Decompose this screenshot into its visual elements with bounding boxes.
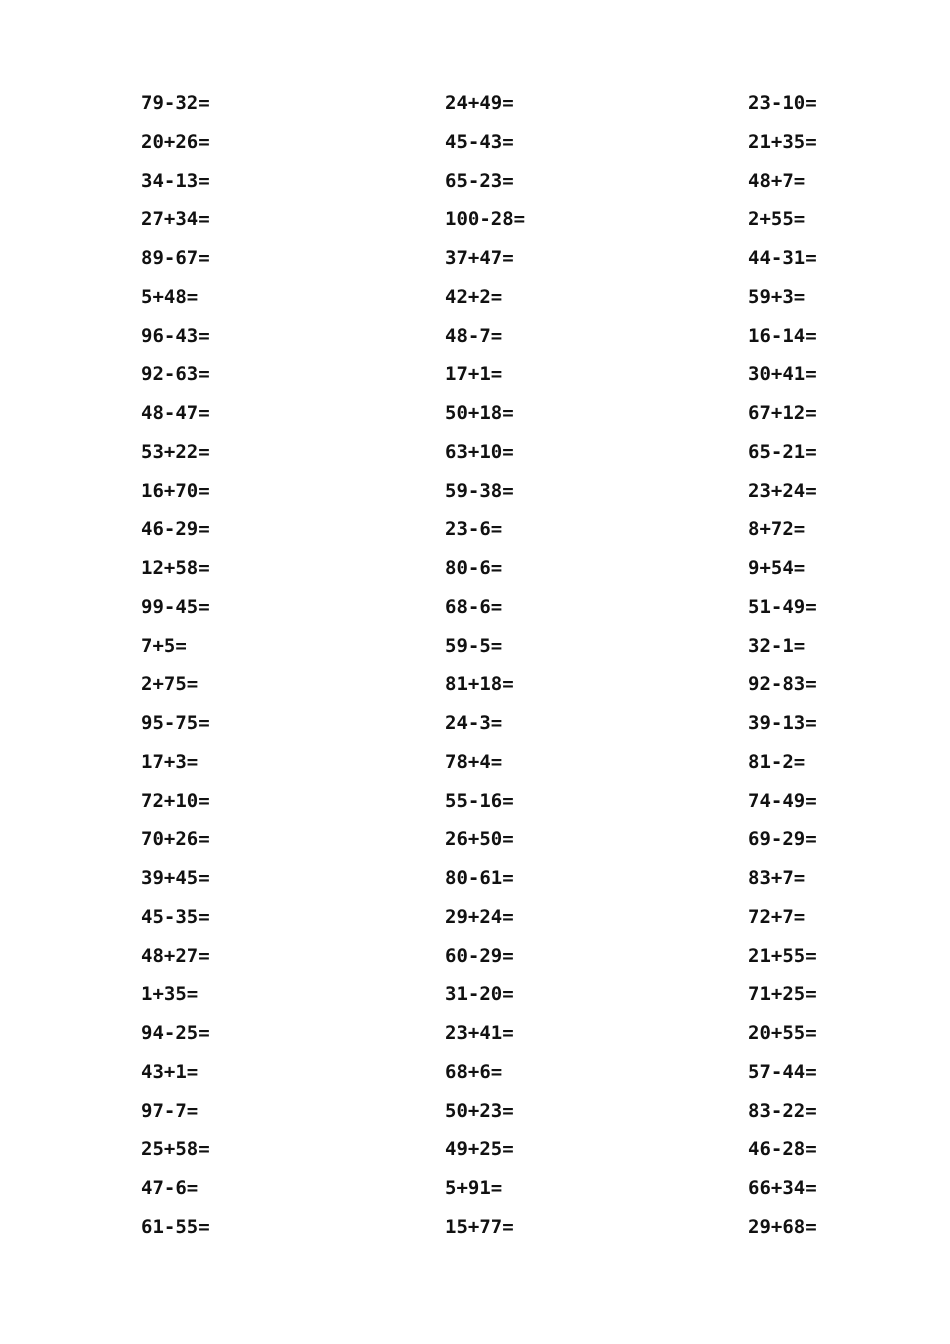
problem-row: [0, 627, 950, 666]
problem-row: [0, 1169, 950, 1208]
problem-middle: 68+6=: [445, 1060, 503, 1083]
problem-row: [0, 1014, 950, 1053]
problem-right: 39-13=: [748, 712, 817, 734]
problem-row: [0, 123, 950, 162]
problem-row: [0, 975, 950, 1014]
problem-row: [0, 859, 950, 898]
problem-left: 61-55=: [141, 1215, 210, 1238]
problem-right: 67+12=: [748, 402, 817, 424]
problem-middle: 17+1=: [445, 363, 503, 386]
problem-middle: 48-7=: [445, 324, 503, 347]
problem-row: [0, 549, 950, 588]
problem-row: [0, 782, 950, 821]
problem-middle: 63+10=: [445, 440, 514, 463]
problem-row: [0, 239, 950, 278]
problem-right: 9+54=: [748, 557, 806, 579]
problem-middle: 80-6=: [445, 557, 503, 579]
problem-left: 72+10=: [141, 789, 210, 812]
problem-middle: 23-6=: [445, 518, 503, 541]
problem-left: 1+35=: [141, 983, 199, 1006]
problem-right: 20+55=: [748, 1022, 817, 1044]
problem-right: 71+25=: [748, 983, 817, 1006]
problem-right: 57-44=: [748, 1060, 817, 1083]
problem-row: [0, 472, 950, 511]
problem-right: 83-22=: [748, 1099, 817, 1122]
problem-right: 81-2=: [748, 750, 806, 773]
problem-right: 32-1=: [748, 634, 806, 657]
problem-row: [0, 743, 950, 782]
problem-left: 7+5=: [141, 634, 187, 657]
problem-left: 12+58=: [141, 557, 210, 579]
problem-right: 23-10=: [748, 92, 817, 114]
problem-right: 2+55=: [748, 208, 806, 231]
problem-middle: 5+91=: [445, 1177, 503, 1199]
problem-middle: 24+49=: [445, 92, 514, 114]
problem-left: 48+27=: [141, 944, 210, 967]
problem-right: 74-49=: [748, 789, 817, 812]
problem-middle: 100-28=: [445, 208, 526, 231]
problem-row: [0, 937, 950, 976]
problem-left: 39+45=: [141, 867, 210, 889]
problem-row: [0, 84, 950, 123]
problem-middle: 49+25=: [445, 1138, 514, 1161]
problem-right: 69-29=: [748, 828, 817, 851]
problem-left: 46-29=: [141, 518, 210, 541]
problem-row: [0, 588, 950, 627]
problem-left: 53+22=: [141, 440, 210, 463]
problem-left: 2+75=: [141, 673, 199, 696]
problem-left: 92-63=: [141, 363, 210, 386]
problem-row: [0, 665, 950, 704]
problem-middle: 59-5=: [445, 634, 503, 657]
problem-middle: 50+18=: [445, 402, 514, 424]
problem-left: 48-47=: [141, 402, 210, 424]
problem-row: [0, 1053, 950, 1092]
problem-left: 43+1=: [141, 1060, 199, 1083]
problem-left: 94-25=: [141, 1022, 210, 1044]
arithmetic-worksheet: [0, 84, 950, 1247]
problem-row: [0, 162, 950, 201]
problem-middle: 45-43=: [445, 130, 514, 153]
problem-left: 97-7=: [141, 1099, 199, 1122]
problem-row: [0, 355, 950, 394]
problem-right: 29+68=: [748, 1215, 817, 1238]
problem-row: [0, 510, 950, 549]
problem-left: 27+34=: [141, 208, 210, 231]
problem-middle: 50+23=: [445, 1099, 514, 1122]
problem-middle: 15+77=: [445, 1215, 514, 1238]
problem-middle: 55-16=: [445, 789, 514, 812]
problem-right: 46-28=: [748, 1138, 817, 1161]
problem-left: 16+70=: [141, 479, 210, 502]
problem-right: 72+7=: [748, 905, 806, 928]
problem-right: 66+34=: [748, 1177, 817, 1199]
problem-middle: 42+2=: [445, 285, 503, 308]
problem-row: [0, 1092, 950, 1131]
problem-row: [0, 1208, 950, 1247]
problem-left: 5+48=: [141, 285, 199, 308]
problem-middle: 78+4=: [445, 750, 503, 773]
problem-right: 21+55=: [748, 944, 817, 967]
problem-left: 79-32=: [141, 92, 210, 114]
problem-right: 65-21=: [748, 440, 817, 463]
problem-row: [0, 200, 950, 239]
problem-row: [0, 1130, 950, 1169]
problem-row: [0, 898, 950, 937]
problem-right: 48+7=: [748, 169, 806, 192]
problem-middle: 80-61=: [445, 867, 514, 889]
problem-middle: 60-29=: [445, 944, 514, 967]
problem-left: 99-45=: [141, 595, 210, 618]
problem-right: 44-31=: [748, 247, 817, 269]
problem-middle: 31-20=: [445, 983, 514, 1006]
problem-right: 21+35=: [748, 130, 817, 153]
problem-middle: 23+41=: [445, 1022, 514, 1044]
problem-left: 70+26=: [141, 828, 210, 851]
problem-right: 16-14=: [748, 324, 817, 347]
problem-left: 89-67=: [141, 247, 210, 269]
problem-row: [0, 394, 950, 433]
problem-right: 92-83=: [748, 673, 817, 696]
problem-middle: 81+18=: [445, 673, 514, 696]
problem-right: 51-49=: [748, 595, 817, 618]
problem-left: 20+26=: [141, 130, 210, 153]
problem-left: 96-43=: [141, 324, 210, 347]
problem-left: 95-75=: [141, 712, 210, 734]
problem-right: 59+3=: [748, 285, 806, 308]
problem-left: 45-35=: [141, 905, 210, 928]
problem-right: 30+41=: [748, 363, 817, 386]
problem-right: 8+72=: [748, 518, 806, 541]
problem-left: 17+3=: [141, 750, 199, 773]
problem-row: [0, 278, 950, 317]
problem-middle: 37+47=: [445, 247, 514, 269]
problem-left: 25+58=: [141, 1138, 210, 1161]
problem-right: 83+7=: [748, 867, 806, 889]
problem-left: 47-6=: [141, 1177, 199, 1199]
problem-middle: 24-3=: [445, 712, 503, 734]
problem-row: [0, 433, 950, 472]
problem-row: [0, 704, 950, 743]
problem-middle: 65-23=: [445, 169, 514, 192]
problem-middle: 68-6=: [445, 595, 503, 618]
problem-middle: 59-38=: [445, 479, 514, 502]
problem-row: [0, 317, 950, 356]
problem-middle: 26+50=: [445, 828, 514, 851]
problem-right: 23+24=: [748, 479, 817, 502]
problem-row: [0, 820, 950, 859]
problem-left: 34-13=: [141, 169, 210, 192]
problem-middle: 29+24=: [445, 905, 514, 928]
